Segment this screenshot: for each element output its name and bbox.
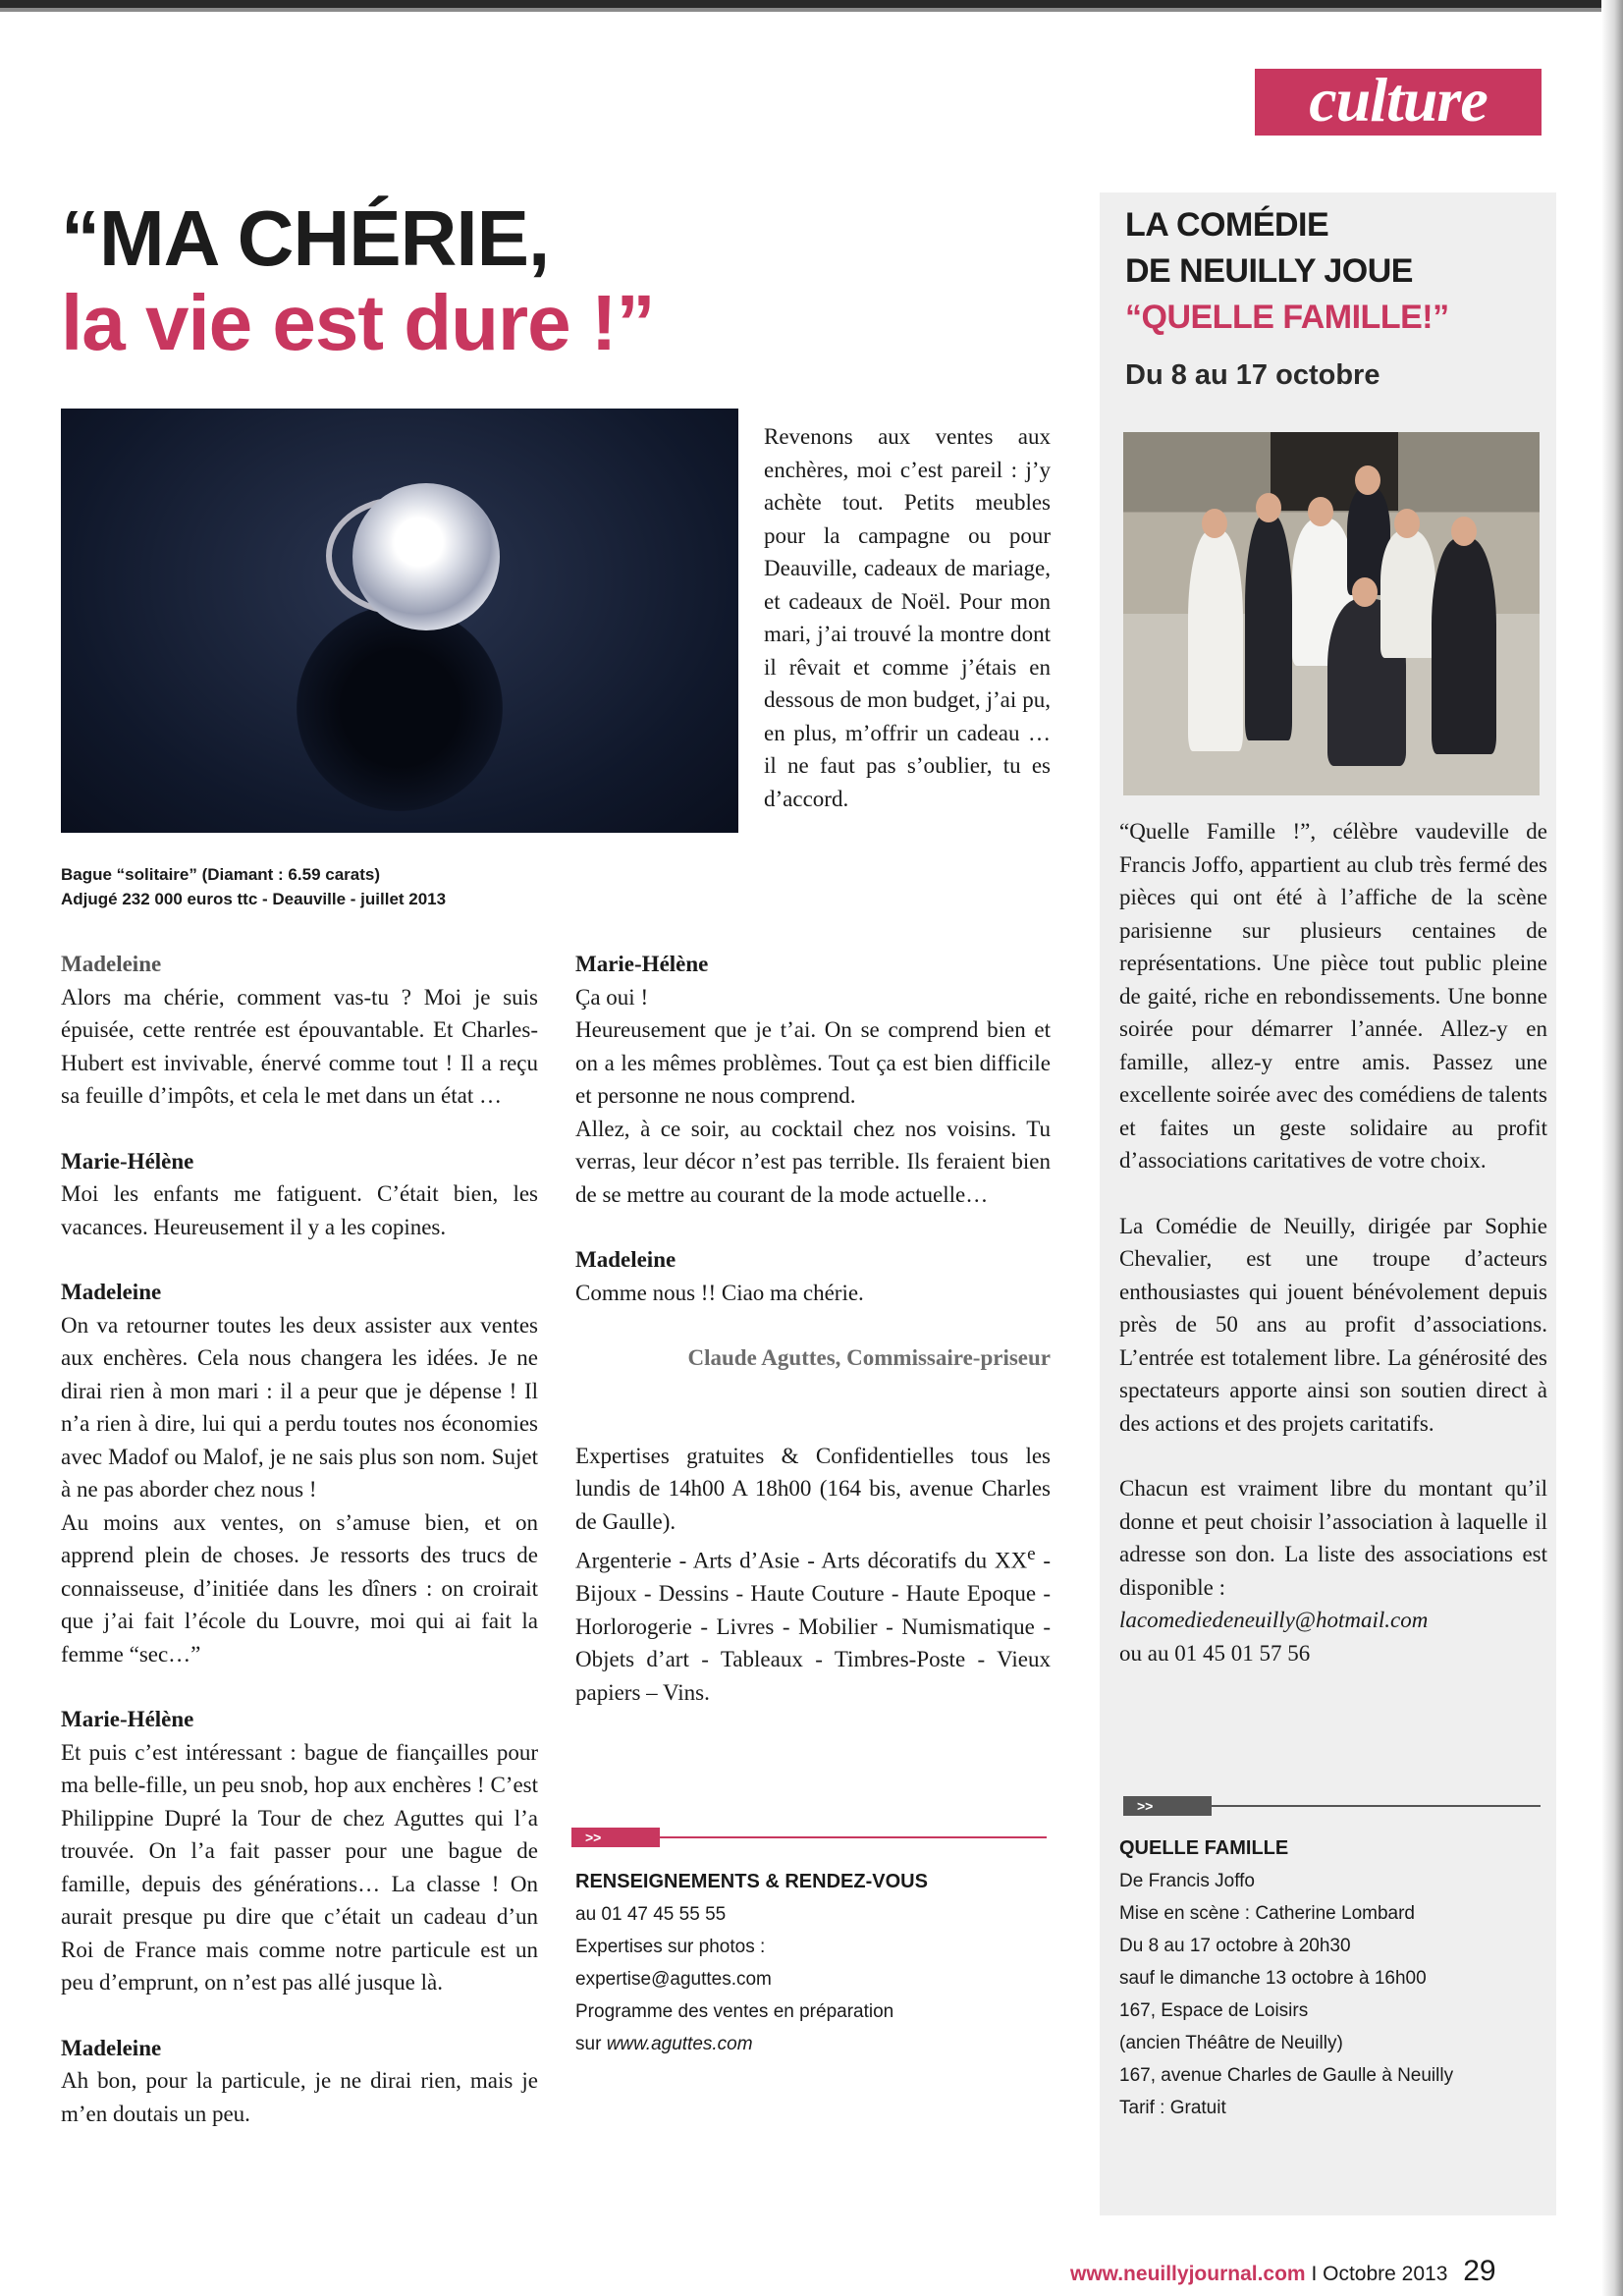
ring-reflection [297,605,503,811]
sidebar-body [1119,815,1547,1669]
person-figure [1245,515,1292,740]
expertise-hours: Expertises gratuites & Confidentielles tous les lundis de 14h00 A 18h00 (164 bis, avenue Charles de Gaulle). [575,1443,1051,1534]
person-head [1256,493,1281,522]
contact-title: RENSEIGNEMENTS & RENDEZ-VOUS [575,1871,928,1892]
sidebar-divider [1123,1798,1541,1814]
contact-photos-label: Expertises sur photos : [575,1937,766,1957]
contact-divider [571,1830,1047,1845]
footer-separator: I [1311,2263,1318,2285]
dialogue-text: On va retourner toutes les deux assister aux ventes aux enchères. Cela nous changera les idées. Je ne dirai rien à mon mari : il a peur que je dépense ! Il n’a rien à dire, lui qui a perdu toutes nos économies avec Madof ou Malof, je ne sais plus son nom. Sujet à ne pas aborder chez nous ! [61,1312,538,1502]
show-info-line: Mise en scène : Catherine Lombard [1119,1903,1415,1924]
dialogue-text: Au moins aux ventes, on s’amuse bien, et on apprend plein de choses. Je ressorts des trucs de connaisseuse, d’initiée dans les dîners : on croirait que j’ai fait l’école du Louvre, moi qui ai fait la femme “sec…” [61,1509,538,1667]
dialogue-column-right [575,948,1051,1709]
divider-arrow-tag: >> [1123,1796,1212,1816]
family-photo [1123,432,1540,795]
sidebar-dates: Du 8 au 17 octobre [1125,359,1380,391]
dialogue-text: Allez, à ce soir, au cocktail chez nos voisins. Tu verras, leur décor n’est pas terrible. Ils feraient bien de se mettre au courant de la mode actuelle… [575,1116,1051,1207]
contact-email[interactable]: expertise@aguttes.com [575,1969,772,1990]
dialogue-text: Comme nous !! Ciao ma chérie. [575,1280,864,1305]
page-top-edge [0,0,1623,26]
show-info-line: sauf le dimanche 13 octobre à 16h00 [1119,1968,1427,1989]
show-info-line: De Francis Joffo [1119,1871,1255,1891]
headline [61,196,654,365]
section-tag: culture [1255,69,1542,136]
speaker-name: Madeleine [61,2035,162,2060]
person-figure [1432,538,1496,754]
caption-line-1: Bague “solitaire” (Diamant : 6.59 carats) [61,865,381,884]
page-footer [1070,2255,1496,2288]
speaker-name: Marie-Hélène [61,1148,194,1174]
show-info-line: 167, Espace de Loisirs [1119,2000,1309,2021]
speaker-name: Marie-Hélène [575,952,709,976]
sidebar-title-line-1: LA COMÉDIE [1125,206,1329,244]
page-number: 29 [1463,2255,1496,2287]
sidebar-paragraph: La Comédie de Neuilly, dirigée par Sophie Chevalier, est une troupe d’acteurs enthousiastes qui jouent bénévolement depuis près de 50 ans au profit d’associations. L’entrée est totalement libre. La générosité des spectateurs apporte ainsi son soutien direct à des actions et des projets caritatifs. [1119,1213,1547,1436]
show-info-line: 167, avenue Charles de Gaulle à Neuilly [1119,2065,1454,2086]
dialogue-text: Et puis c’est intéressant : bague de fiançailles pour ma belle-fille, un peu snob, hop aux enchères ! C’est Philippine Dupré la Tour de chez Aguttes qui l’a trouvée. On l’a fait passer pour une bague de famille, depuis des générations… La classe ! On aurait presque pu dire que c’était un cadeau d’un Roi de France mais comme notre particule est un peu d’emprunt, on n’est pas allé jusque là. [61,1739,538,1995]
sidebar-paragraph: “Quelle Famille !”, célèbre vaudeville de Francis Joffo, appartient au club très fermé des pièces qui ont été à l’affiche de la scène parisienne sur plusieurs centaines de représentations. Une pièce tout public pleine de gaité, riche en rebondissements. Une bonne soirée pour démarrer l’année. Allez-y en famille, allez-y entre amis. Passez une excellente soirée avec des comédiens de talents et faites un geste solidaire au profit d’associations caritatives de votre choix. [1119,819,1547,1173]
contact-phone: au 01 47 45 55 55 [575,1904,727,1925]
speaker-name: Madeleine [575,1247,676,1272]
person-head [1394,509,1420,538]
dialogue-text: Alors ma chérie, comment vas-tu ? Moi je suis épuisée, cette rentrée est épouvantable. Et Charles-Hubert est invivable, énervé comme tout ! Il a reçu sa feuille d’impôts, et cela le met dans un état … [61,984,538,1108]
divider-arrow-tag: >> [571,1828,660,1847]
dialogue-column-left [61,948,538,2130]
sidebar-phone: ou au 01 45 01 57 56 [1119,1640,1311,1666]
ring-photo [61,409,738,833]
dialogue-text: Ah bon, pour la particule, je ne dirai rien, mais je m’en doutais un peu. [61,2068,538,2126]
sidebar-paragraph: Chacun est vraiment libre du montant qu’il donne et peut choisir l’association à laquelle il adresse son don. La liste des associations est disponible : [1119,1476,1547,1600]
person-figure [1188,530,1243,751]
contact-box [575,1866,1051,2060]
show-title: QUELLE FAMILLE [1119,1837,1289,1859]
sidebar-title-line-3: “QUELLE FAMILLE!” [1125,299,1449,336]
show-info-line: Du 8 au 17 octobre à 20h30 [1119,1936,1351,1956]
caption-line-2: Adjugé 232 000 euros ttc - Deauville - juillet 2013 [61,890,447,908]
expertise-categories: Argenterie - Arts d’Asie - Arts décoratifs du XXe - Bijoux - Dessins - Haute Couture - Haute Epoque - Horlorogerie - Livres - Mobilier - Numismatique - Objets d’art - Tableaux - Timbres-Poste - Vieux papiers – Vins. [575,1544,1051,1705]
show-info-line: Tarif : Gratuit [1119,2098,1226,2118]
diamond-stone [352,483,500,630]
intro-paragraph: Revenons aux ventes aux enchères, moi c’est pareil : j’y achète tout. Petits meubles pour la campagne ou pour Deauville, cadeaux de mariage, et cadeaux de Noël. Pour mon mari, j’ai trouvé la montre dont il rêvait et comme j’étais en dessous de mon budget, j’ai pu, en plus, m’offrir un cadeau … il ne faut pas s’oublier, tu es d’accord. [764,424,1051,811]
person-figure [1380,530,1435,658]
headline-line-2: la vie est dure !” [61,279,655,366]
sidebar-title-line-2: DE NEUILLY JOUE [1125,252,1413,290]
author-signature: Claude Aguttes, Commissaire-priseur [687,1345,1051,1370]
footer-issue: Octobre 2013 [1323,2263,1448,2285]
page-right-edge [1601,0,1623,2296]
speaker-name: Madeleine [61,952,162,976]
sidebar-title [1125,202,1538,341]
footer-site-link[interactable]: www.neuillyjournal.com [1070,2263,1306,2285]
show-info-line: (ancien Théâtre de Neuilly) [1119,2033,1343,2053]
person-head [1308,497,1333,526]
speaker-name: Marie-Hélène [61,1707,194,1731]
person-head [1202,509,1227,538]
speaker-name: Madeleine [61,1280,162,1304]
dialogue-text: Moi les enfants me fatiguent. C’était bien, les vacances. Heureusement il y a les copines. [61,1181,538,1239]
contact-programme: Programme des ventes en préparation [575,2001,894,2022]
sidebar-email[interactable]: lacomediedeneuilly@hotmail.com [1119,1608,1429,1632]
headline-line-1: “MA CHÉRIE, [61,194,550,282]
person-head [1355,465,1380,495]
photo-caption [61,862,738,911]
show-info-box [1119,1832,1542,2124]
person-head [1451,517,1477,546]
dialogue-text: Ça oui ! [575,984,649,1010]
person-head [1352,577,1378,607]
contact-url[interactable]: www.aguttes.com [606,2034,753,2054]
dialogue-text: Heureusement que je t’ai. On se comprend bien et on a les mêmes problèmes. Tout ça est bien difficile et personne ne nous comprend. [575,1017,1051,1108]
contact-url-line: sur www.aguttes.com [575,2034,753,2054]
